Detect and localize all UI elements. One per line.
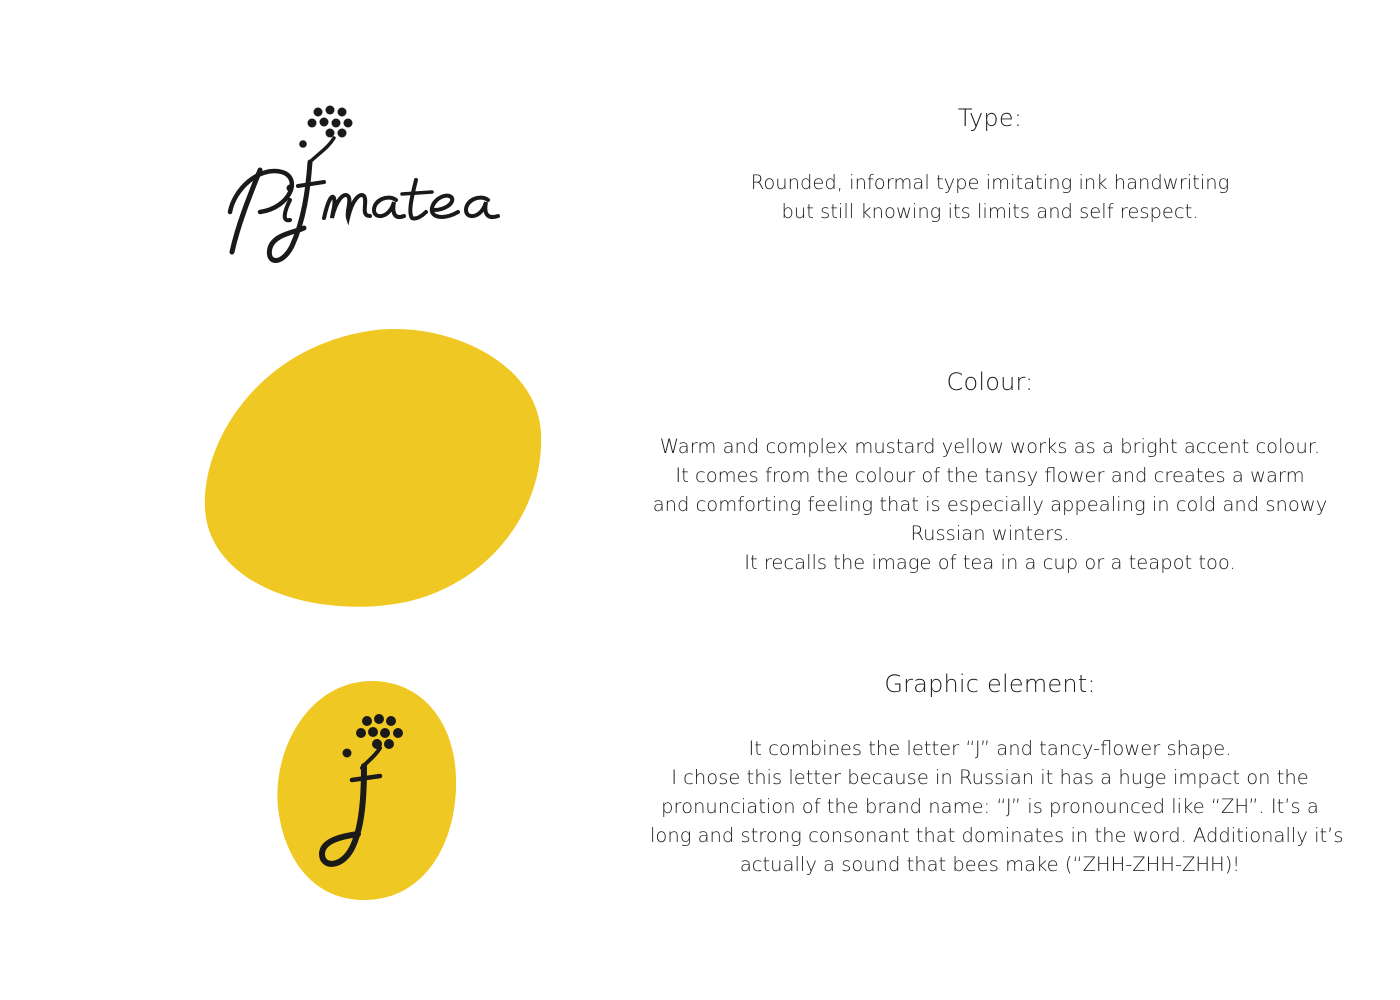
graphic-body-line: I chose this letter because in Russian it has a huge impact on the: [671, 766, 1309, 789]
colour-heading: Colour:: [946, 368, 1034, 396]
visuals-column: [0, 0, 640, 1000]
graphic-body-line: actually a sound that bees make (“ZHH-ZHH-ZHH)!: [739, 853, 1241, 876]
colour-section: [650, 362, 1330, 577]
mustard-blob-icon: [198, 322, 548, 612]
colour-swatch: [198, 322, 548, 612]
graphic-element-section: [650, 664, 1344, 879]
graphic-body-line: It combines the letter “J” and tancy-flower shape.: [748, 737, 1232, 760]
type-body-line: but still knowing its limits and self respect.: [781, 200, 1199, 223]
colour-body: [650, 432, 1330, 577]
graphic-body-line: long and strong consonant that dominates in the word. Additionally it’s: [650, 824, 1344, 847]
tansy-flower-j-icon: [272, 678, 462, 903]
type-body: [650, 168, 1330, 226]
type-heading: Type:: [957, 104, 1023, 132]
colour-body-line: Warm and complex mustard yellow works as a bright accent colour.: [659, 435, 1321, 458]
pijmatea-logo: [220, 100, 540, 275]
graphic-body-line: pronunciation of the brand name: “J” is pronounced like “ZH”. It’s a: [661, 795, 1319, 818]
text-column: [650, 0, 1344, 1000]
colour-body-line: and comforting feeling that is especially appealing in cold and snowy: [652, 493, 1328, 516]
type-body-line: Rounded, informal type imitating ink handwriting: [750, 171, 1230, 194]
graphic-element-heading: Graphic element:: [884, 670, 1096, 698]
colour-body-line: It recalls the image of tea in a cup or a teapot too.: [744, 551, 1236, 574]
graphic-element-body: [650, 734, 1344, 879]
colour-body-line: Russian winters.: [910, 522, 1070, 545]
pijmatea-wordmark-icon: [220, 100, 540, 275]
type-section: [650, 98, 1330, 226]
colour-body-line: It comes from the colour of the tansy flower and creates a warm: [675, 464, 1305, 487]
graphic-element-mark: [272, 678, 462, 903]
